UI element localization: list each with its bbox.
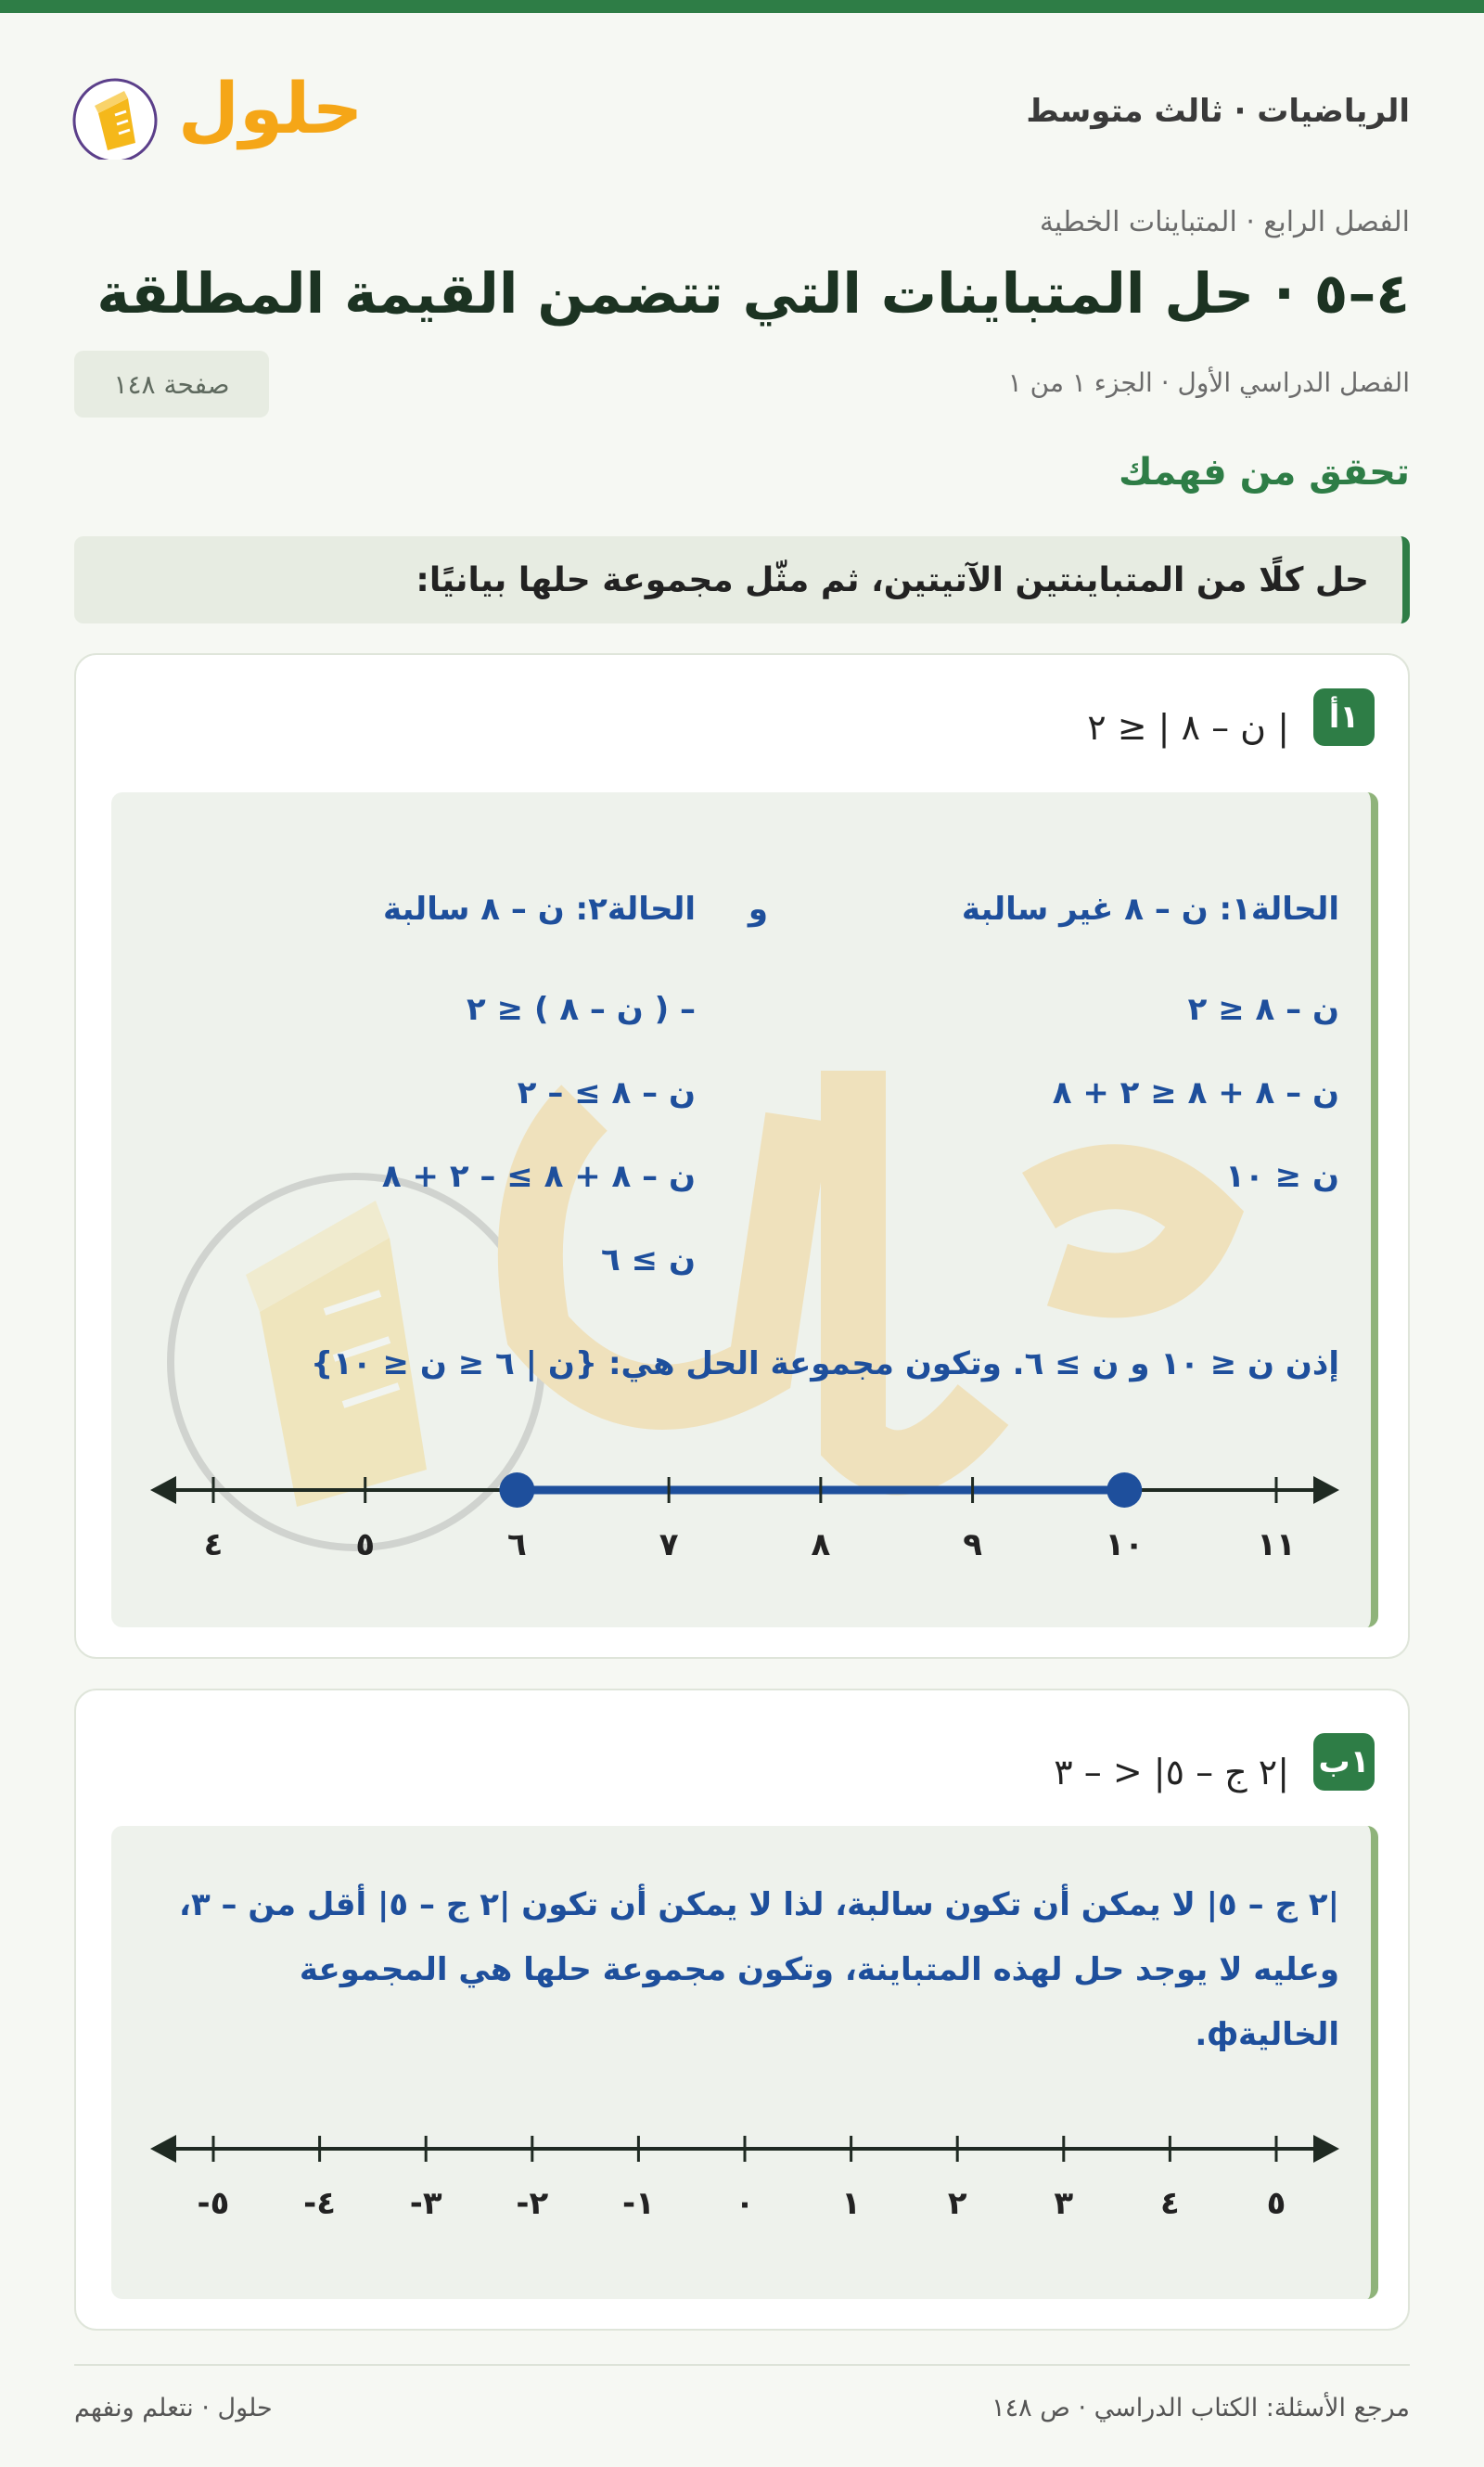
instruction-text: حل كلًا من المتباينتين الآتيتين، ثم مثّل مجموعة حلها بيانيًا: <box>416 560 1369 599</box>
tick-label: ١ <box>841 2185 861 2222</box>
brand-logo[interactable] <box>70 58 363 160</box>
breadcrumb[interactable]: الفصل الرابع · المتباينات الخطية <box>1039 206 1410 238</box>
case2-title: الحالة٢: ن – ٨ سالبة <box>382 891 696 928</box>
case1-step: ن – ٨ + ٨ ≤ ٢ + ٨ <box>1052 1074 1339 1111</box>
tick-label: ٤ <box>1160 2185 1180 2222</box>
explanation-text: |٢ ج – ٥| لا يمكن أن تكون سالبة، لذا لا يمكن أن تكون |٢ ج – ٥| أقل من – ٣، وعليه لا يوجد حل لهذه المتباينة، وتكون مجموعة حلها هي المجموعة الخاليةф. <box>179 1886 1339 2053</box>
tick-label: ٩ <box>963 1526 982 1563</box>
case2-step: ن – ٨ + ٨ ≥ – ٢ + ٨ <box>381 1158 696 1195</box>
page-number-badge: صفحة ١٤٨ <box>74 351 269 418</box>
left-arrow-icon <box>150 2135 176 2163</box>
term-label: الفصل الدراسي الأول · الجزء ١ من ١ <box>1007 367 1410 398</box>
subject-label: الرياضيات · ثالث متوسط <box>1026 93 1410 130</box>
problem-label-badge: ١أ <box>1313 688 1375 746</box>
solution-box <box>111 1826 1378 2299</box>
closed-endpoint <box>1107 1472 1142 1508</box>
conclusion-text: إذن ن ≤ ١٠ و ن ≥ ٦. وتكون مجموعة الحل هي: {ن | ٦ ≤ ن ≤ ١٠} <box>310 1345 1339 1382</box>
tick-label: ٥ <box>1266 2185 1286 2222</box>
closed-endpoint <box>499 1472 534 1508</box>
tick-label: ٣ <box>1054 2185 1074 2222</box>
solution-box <box>111 792 1378 1627</box>
number-line-1b <box>111 2108 1378 2256</box>
footer-tagline: حلول · نتعلم ونفهم <box>74 2394 273 2422</box>
right-arrow-icon <box>1313 1476 1339 1504</box>
tick-label: -١ <box>621 2185 655 2222</box>
case1-step: ن ≤ ١٠ <box>1225 1158 1339 1195</box>
case-connector: و <box>748 891 768 928</box>
case2-step: – ( ن – ٨ ) ≤ ٢ <box>467 991 696 1028</box>
tick-label: ١١ <box>1257 1526 1296 1563</box>
tick-label: -٣ <box>409 2185 442 2222</box>
expr-tail: | ≤ ٢ <box>1087 707 1171 748</box>
number-line-1a <box>111 1434 1378 1620</box>
problem-card-1b <box>74 1689 1410 2331</box>
case1-title: الحالة١: ن – ٨ غير سالبة <box>961 891 1339 928</box>
problem-expression: |٢ ج – ٥| < – ٣ <box>1054 1752 1289 1792</box>
logo-book-icon <box>70 58 173 160</box>
tick-label: ٦ <box>507 1526 527 1563</box>
tick-label: ٨ <box>811 1526 831 1563</box>
case2-step: ن ≥ ٦ <box>601 1241 696 1278</box>
footer-divider <box>74 2364 1410 2366</box>
problem-expression <box>1087 707 1289 748</box>
problem-card-1a <box>74 653 1410 1659</box>
tick-label: ٥ <box>355 1526 376 1563</box>
tick-label: -٢ <box>516 2185 549 2222</box>
case2-step: ن – ٨ ≥ – ٢ <box>517 1074 696 1111</box>
section-heading: تحقق من فهمك <box>1119 451 1410 494</box>
tick-label: ٢ <box>947 2185 967 2222</box>
tick-label: ٠ <box>735 2185 755 2222</box>
abs-bar: | <box>1277 707 1289 748</box>
expr-inner: ن – ٨ <box>1181 707 1267 748</box>
case1-step: ن – ٨ ≤ ٢ <box>1187 991 1339 1028</box>
brand-name: حلول <box>178 67 364 149</box>
tick-label: -٥ <box>197 2185 230 2222</box>
tick-label: ٤ <box>203 1526 224 1563</box>
top-accent-bar <box>0 0 1484 13</box>
instruction-box <box>74 536 1410 623</box>
tick-label: -٤ <box>303 2185 337 2222</box>
right-arrow-icon <box>1313 2135 1339 2163</box>
left-arrow-icon <box>150 1476 176 1504</box>
page-title: ٤–٥ · حل المتباينات التي تتضمن القيمة المطلقة <box>96 262 1410 327</box>
footer-reference: مرجع الأسئلة: الكتاب الدراسي · ص ١٤٨ <box>991 2394 1410 2422</box>
problem-label-badge: ١ب <box>1313 1733 1375 1791</box>
tick-label: ١٠ <box>1105 1526 1145 1563</box>
tick-label: ٧ <box>659 1526 679 1563</box>
